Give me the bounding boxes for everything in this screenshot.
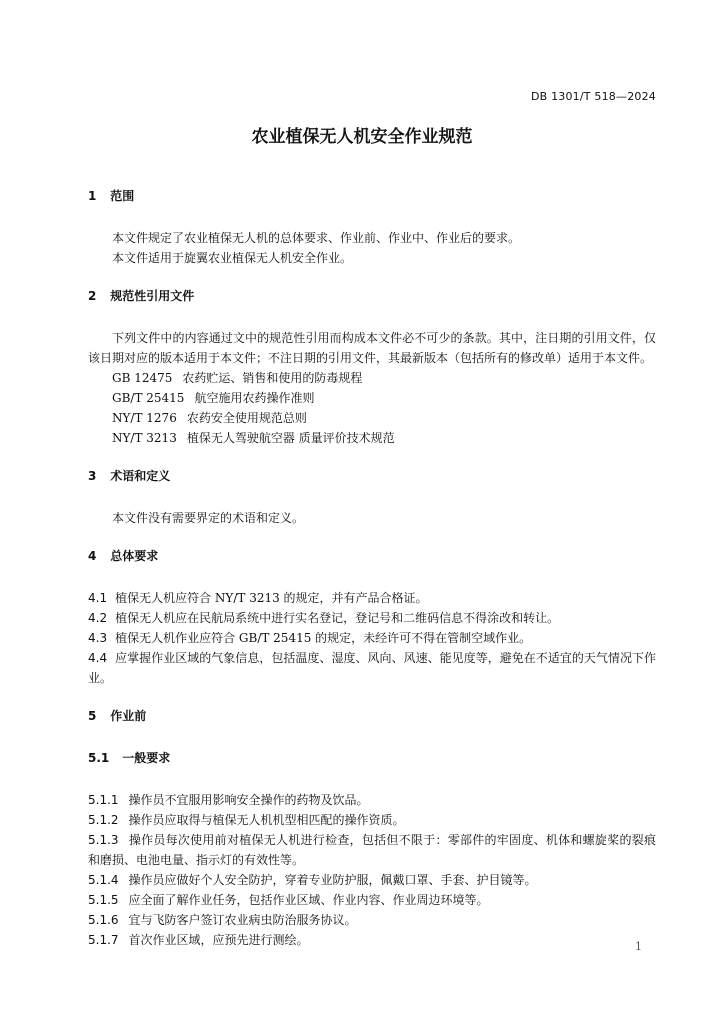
clause bbox=[88, 890, 656, 910]
clause-text: 操作员应取得与植保无人机机型相匹配的操作资质。 bbox=[128, 813, 405, 827]
reference-item bbox=[88, 428, 656, 448]
paragraph: 本文件适用于旋翼农业植保无人机安全作业。 bbox=[112, 251, 353, 265]
reference-item bbox=[88, 408, 656, 428]
reference-code: NY/T 3213 bbox=[112, 431, 177, 445]
section-title: 总体要求 bbox=[110, 549, 159, 563]
clause-number: 5.1.1 bbox=[88, 793, 119, 807]
subsection-number: 5.1 bbox=[88, 751, 110, 765]
subsection-title: 一般要求 bbox=[122, 751, 171, 765]
clause-number: 4.2 bbox=[88, 611, 108, 625]
clause bbox=[88, 648, 656, 688]
section-title: 规范性引用文件 bbox=[110, 289, 195, 303]
paragraph: 本文件规定了农业植保无人机的总体要求、作业前、作业中、作业后的要求。 bbox=[112, 231, 521, 245]
reference-name: 航空施用农药操作准则 bbox=[194, 391, 315, 405]
clause bbox=[88, 910, 656, 930]
section-number: 3 bbox=[88, 469, 97, 483]
clause-text: 应掌握作业区域的气象信息，包括温度、湿度、风向、风速、能见度等，避免在不适宜的天气情况下作业。 bbox=[88, 651, 656, 685]
clause bbox=[88, 628, 656, 648]
section-title: 作业前 bbox=[110, 709, 147, 723]
clause bbox=[88, 588, 656, 608]
clause bbox=[88, 930, 656, 950]
page-number: 1 bbox=[635, 940, 642, 953]
clause-number: 5.1.5 bbox=[88, 893, 119, 907]
section-title: 术语和定义 bbox=[110, 469, 171, 483]
reference-name: 植保无人驾驶航空器 质量评价技术规范 bbox=[186, 431, 395, 445]
clause-text: 应全面了解作业任务，包括作业区域、作业内容、作业周边环境等。 bbox=[128, 893, 489, 907]
clause-number: 5.1.7 bbox=[88, 933, 119, 947]
reference-item bbox=[88, 368, 656, 388]
reference-item bbox=[88, 388, 656, 408]
clause-text: 首次作业区域，应预先进行测绘。 bbox=[128, 933, 309, 947]
clause-number: 4.4 bbox=[88, 651, 108, 665]
clause-number: 5.1.2 bbox=[88, 813, 119, 827]
clause bbox=[88, 830, 656, 870]
section-number: 1 bbox=[88, 189, 97, 203]
paragraph: 本文件没有需要界定的术语和定义。 bbox=[112, 511, 305, 525]
clause-text: 操作员不宜服用影响安全操作的药物及饮品。 bbox=[128, 793, 369, 807]
section-title: 范围 bbox=[110, 189, 135, 203]
document-body bbox=[88, 186, 656, 950]
clause-number: 4.3 bbox=[88, 631, 108, 645]
section-heading-normative-references bbox=[88, 286, 656, 306]
section-number: 5 bbox=[88, 709, 97, 723]
clause-number: 4.1 bbox=[88, 591, 108, 605]
clause bbox=[88, 870, 656, 890]
clause-text: 操作员应做好个人安全防护，穿着专业防护服，佩戴口罩、手套、护目镜等。 bbox=[128, 873, 537, 887]
clause bbox=[88, 810, 656, 830]
clause-text: 植保无人机应在民航局系统中进行实名登记，登记号和二维码信息不得涂改和转让。 bbox=[115, 611, 560, 625]
clause-text: 植保无人机应符合 NY/T 3213 的规定，并有产品合格证。 bbox=[115, 591, 428, 605]
clause-text: 操作员每次使用前对植保无人机进行检查，包括但不限于：零部件的牢固度、机体和螺旋桨的裂痕和磨损、电池电量、指示灯的有效性等。 bbox=[88, 833, 656, 867]
clause bbox=[88, 608, 656, 628]
reference-code: NY/T 1276 bbox=[112, 411, 177, 425]
clause-text: 植保无人机作业应符合 GB/T 25415 的规定，未经许可不得在管制空域作业。 bbox=[115, 631, 532, 645]
section-heading-terms-definitions bbox=[88, 466, 656, 486]
subsection-heading-general bbox=[88, 748, 656, 768]
clause-number: 5.1.4 bbox=[88, 873, 119, 887]
clause-number: 5.1.3 bbox=[88, 833, 119, 847]
paragraph: 下列文件中的内容通过文中的规范性引用而构成本文件必不可少的条款。其中，注日期的引用文件，仅该日期对应的版本适用于本文件；不注日期的引用文件，其最新版本（包括所有的修改单）适用于本文件。 bbox=[88, 331, 656, 365]
reference-code: GB/T 25415 bbox=[112, 391, 185, 405]
section-heading-scope bbox=[88, 186, 656, 206]
section-heading-before-operation bbox=[88, 706, 656, 726]
document-title: 农业植保无人机安全作业规范 bbox=[251, 127, 473, 147]
reference-code: GB 12475 bbox=[112, 371, 173, 385]
clause-number: 5.1.6 bbox=[88, 913, 119, 927]
standard-code: DB 1301/T 518—2024 bbox=[530, 90, 656, 103]
clause bbox=[88, 790, 656, 810]
section-heading-general-requirements bbox=[88, 546, 656, 566]
section-number: 2 bbox=[88, 289, 97, 303]
clause-text: 宜与飞防客户签订农业病虫防治服务协议。 bbox=[128, 913, 357, 927]
section-number: 4 bbox=[88, 549, 97, 563]
reference-name: 农药贮运、销售和使用的防毒规程 bbox=[182, 371, 363, 385]
reference-name: 农药安全使用规范总则 bbox=[186, 411, 307, 425]
